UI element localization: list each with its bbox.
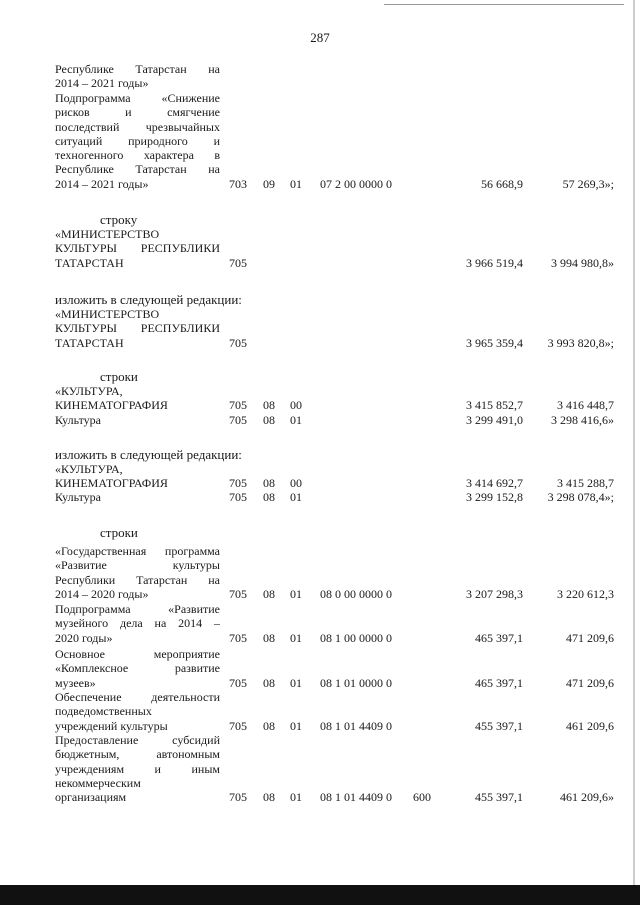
page-number: 287 (310, 30, 330, 45)
ministry-code: 705 (229, 675, 247, 690)
row-name (55, 647, 220, 690)
amount-year-1: 455 397,1 (475, 790, 523, 805)
target-item-code: 08 0 00 0000 0 (320, 586, 392, 601)
subsection-code: 01 (290, 490, 302, 504)
amount-year-1: 3 966 519,4 (466, 255, 523, 270)
row-name-line: Основное мероприятие (55, 647, 220, 661)
target-item-code: 08 1 01 4409 0 (320, 718, 392, 733)
row-name (55, 307, 220, 350)
amount-year-2: 3 298 416,6» (551, 413, 614, 427)
row-name-line: некоммерческим (55, 775, 141, 790)
target-item-code: 07 2 00 0000 0 (320, 176, 392, 191)
row-name-line: «КУЛЬТУРА, (55, 462, 123, 476)
ministry-code: 705 (229, 398, 247, 413)
row-name (55, 602, 220, 645)
subsection-code: 01 (290, 790, 302, 805)
amount-year-2: 461 209,6» (560, 790, 614, 805)
amount-year-1: 56 668,9 (481, 176, 523, 191)
row-name (55, 733, 220, 804)
amount-year-1: 465 397,1 (475, 675, 523, 690)
amount-year-2: 57 269,3»; (562, 176, 614, 191)
amount-year-2: 461 209,6 (566, 718, 614, 733)
section-code: 08 (263, 476, 275, 491)
row-name-line: ТАТАРСТАН (55, 255, 124, 270)
ministry-code: 703 (229, 176, 247, 191)
amount-year-1: 3 207 298,3 (466, 586, 523, 601)
row-name-line: 2014 – 2020 годы» (55, 586, 149, 601)
ministry-code: 705 (229, 718, 247, 733)
row-name-line: Республике Татарстан на (55, 162, 220, 177)
row-name-line: КУЛЬТУРЫ РЕСПУБЛИКИ (55, 321, 220, 336)
row-name (55, 462, 220, 491)
row-name-line: подведомственных (55, 704, 152, 719)
amount-year-2: 471 209,6 (566, 630, 614, 645)
section-code: 08 (263, 398, 275, 413)
row-name-line: техногенного характера в (55, 148, 220, 163)
row-name-line: «Развитие культуры (55, 558, 220, 573)
scan-bottom-band (0, 885, 640, 905)
subsection-code: 00 (290, 476, 302, 491)
section-code: 09 (263, 176, 275, 191)
row-name-line: музеев» (55, 675, 96, 690)
section-code: 08 (263, 586, 275, 601)
row-name (55, 413, 220, 427)
row-name-line: КИНЕМАТОГРАФИЯ (55, 398, 168, 413)
section-intro-text: строки (100, 369, 138, 384)
subsection-code: 01 (290, 413, 302, 427)
amount-year-2: 3 416 448,7 (557, 398, 614, 413)
row-name-line: Культура (55, 490, 101, 504)
section-code: 08 (263, 630, 275, 645)
row-name-line: 2020 годы» (55, 630, 113, 645)
ministry-code: 705 (229, 790, 247, 805)
section-code: 08 (263, 718, 275, 733)
section-code: 08 (263, 413, 275, 427)
amount-year-1: 3 299 152,8 (466, 490, 523, 504)
row-name-line: «Комплексное развитие (55, 661, 220, 676)
subsection-code: 01 (290, 630, 302, 645)
top-rule (384, 4, 624, 5)
amount-year-2: 3 994 980,8» (551, 255, 614, 270)
row-name-line: рисков и смягчение (55, 105, 220, 120)
row-name (55, 544, 220, 601)
row-name-line: ТАТАРСТАН (55, 335, 124, 350)
ministry-code: 705 (229, 413, 247, 427)
section-intro-text: строки (100, 525, 138, 540)
ministry-code: 705 (229, 335, 247, 350)
row-name-line: «КУЛЬТУРА, (55, 384, 123, 398)
row-name (55, 690, 220, 733)
row-name-line: 2014 – 2021 годы» (55, 176, 149, 191)
amount-year-2: 3 415 288,7 (557, 476, 614, 491)
target-item-code: 08 1 01 0000 0 (320, 675, 392, 690)
row-name-line: Подпрограмма «Снижение (55, 91, 220, 105)
amount-year-1: 455 397,1 (475, 718, 523, 733)
amount-year-2: 3 298 078,4»; (547, 490, 614, 504)
row-name-line: КИНЕМАТОГРАФИЯ (55, 476, 168, 491)
section-intro-text: изложить в следующей редакции: (55, 447, 242, 462)
ministry-code: 705 (229, 630, 247, 645)
amount-year-1: 3 415 852,7 (466, 398, 523, 413)
target-item-code: 08 1 00 0000 0 (320, 630, 392, 645)
amount-year-2: 3 220 612,3 (557, 586, 614, 601)
row-name-line: организациям (55, 790, 127, 805)
row-name-line: учреждений культуры (55, 718, 168, 733)
section-intro-text: строку (100, 212, 138, 227)
row-name-line: ситуаций природного и (55, 133, 220, 148)
row-name-line: Подпрограмма «Развитие (55, 602, 220, 616)
section-code: 08 (263, 675, 275, 690)
ministry-code: 705 (229, 255, 247, 270)
row-name (55, 91, 220, 191)
section-code: 08 (263, 790, 275, 805)
subsection-code: 01 (290, 586, 302, 601)
row-name-line: бюджетным, автономным (55, 747, 220, 762)
subsection-code: 01 (290, 176, 302, 191)
subsection-code: 00 (290, 398, 302, 413)
row-name (55, 490, 220, 504)
subsection-code: 01 (290, 675, 302, 690)
amount-year-2: 3 993 820,8»; (547, 335, 614, 350)
target-item-code: 08 1 01 4409 0 (320, 790, 392, 805)
ministry-code: 705 (229, 490, 247, 504)
scan-edge (633, 0, 635, 905)
ministry-code: 705 (229, 476, 247, 491)
row-name-line: «Государственная программа (55, 544, 220, 558)
row-name-line: Обеспечение деятельности (55, 690, 220, 704)
amount-year-2: 471 209,6 (566, 675, 614, 690)
amount-year-1: 465 397,1 (475, 630, 523, 645)
row-name (55, 62, 220, 91)
row-name-line: учреждениям и иным (55, 761, 220, 776)
row-name (55, 227, 220, 270)
row-name-line: «МИНИСТЕРСТВО (55, 307, 160, 321)
amount-year-1: 3 414 692,7 (466, 476, 523, 491)
subsection-code: 01 (290, 718, 302, 733)
section-code: 08 (263, 490, 275, 504)
row-name-line: 2014 – 2021 годы» (55, 76, 149, 91)
row-name-line: Республике Татарстан на (55, 62, 220, 76)
row-name-line: музейного дела на 2014 – (55, 616, 220, 631)
row-name (55, 384, 220, 413)
ministry-code: 705 (229, 586, 247, 601)
row-name-line: КУЛЬТУРЫ РЕСПУБЛИКИ (55, 241, 220, 256)
expense-type-code: 600 (413, 790, 431, 805)
amount-year-1: 3 299 491,0 (466, 413, 523, 427)
row-name-line: Республики Татарстан на (55, 572, 220, 587)
amount-year-1: 3 965 359,4 (466, 335, 523, 350)
row-name-line: последствий чрезвычайных (55, 119, 220, 134)
row-name-line: «МИНИСТЕРСТВО (55, 227, 160, 241)
section-intro-text: изложить в следующей редакции: (55, 292, 242, 307)
row-name-line: Предоставление субсидий (55, 733, 220, 747)
row-name-line: Культура (55, 413, 101, 427)
